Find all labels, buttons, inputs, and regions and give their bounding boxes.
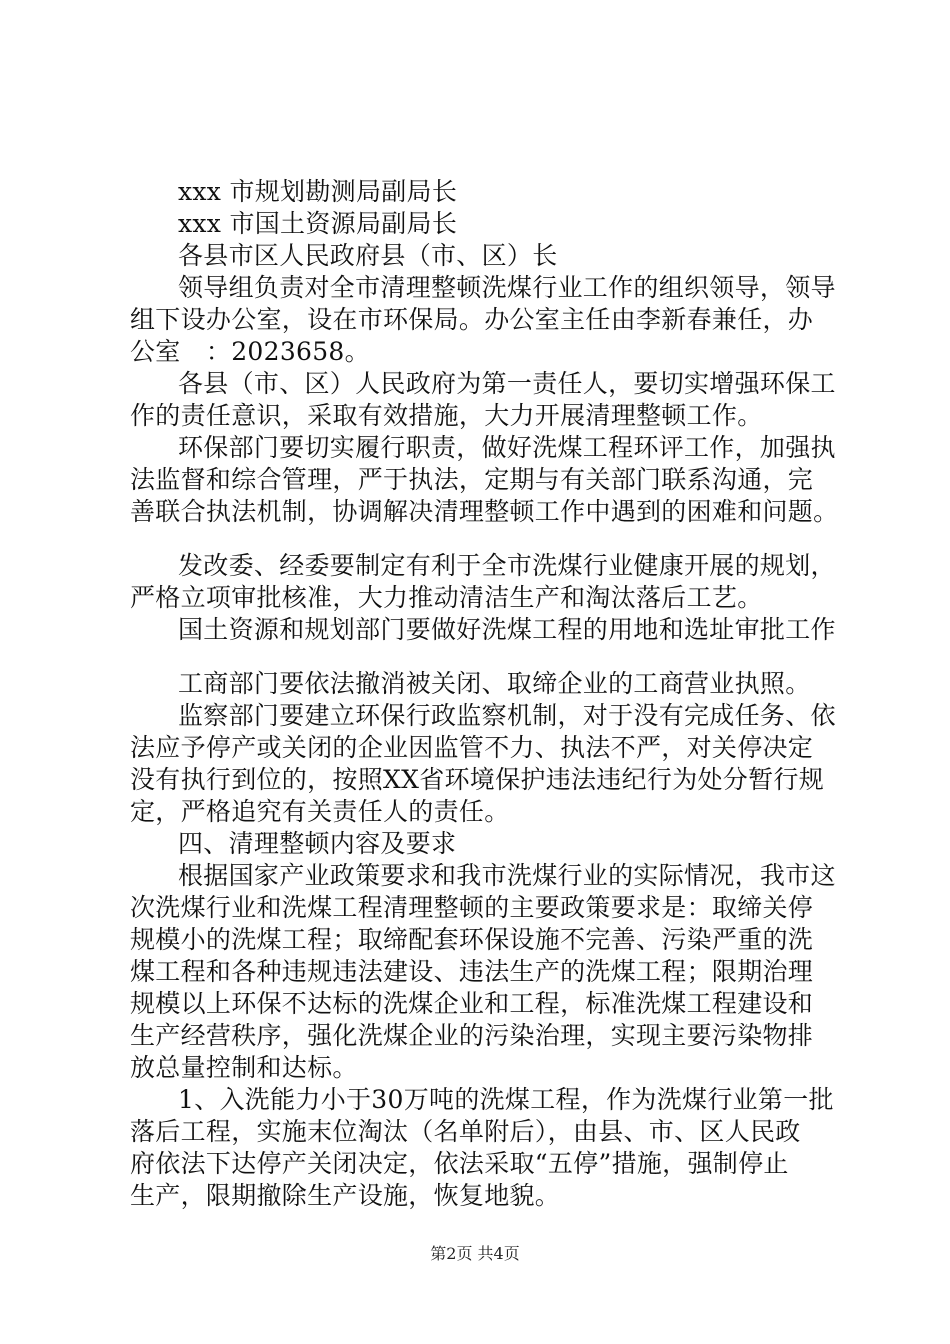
body-line: 生产经营秩序，强化洗煤企业的污染治理，实现主要污染物排 [130,1021,814,1050]
body-line: 规模以上环保不达标的洗煤企业和工程，标准洗煤工程建设和 [130,989,814,1018]
body-line: 组下设办公室，设在市环保局。办公室主任由李新春兼任，办 [130,305,814,334]
body-line: 煤工程和各种违规违法建设、违法生产的洗煤工程；限期治理 [130,957,814,986]
body-line: xxx 市国土资源局副局长 [178,209,458,238]
body-line: 各县市区人民政府县（市、区）长 [178,241,558,270]
body-line: 根据国家产业政策要求和我市洗煤行业的实际情况，我市这 [178,861,836,890]
body-line: 监察部门要建立环保行政监察机制，对于没有完成任务、依 [178,701,836,730]
body-line: 规模小的洗煤工程；取缔配套环保设施不完善、污染严重的洗 [130,925,814,954]
body-line: 各县（市、区）人民政府为第一责任人，要切实增强环保工 [178,369,836,398]
body-line: 善联合执法机制，协调解决清理整顿工作中遇到的困难和问题。 [130,497,839,526]
body-line: 放总量控制和达标。 [130,1053,358,1082]
body-line: 领导组负责对全市清理整顿洗煤行业工作的组织领导，领导 [178,273,836,302]
body-line: 严格立项审批核准，大力推动清洁生产和淘汰落后工艺。 [130,583,763,612]
body-line: 法应予停产或关闭的企业因监管不力、执法不严，对关停决定 [130,733,814,762]
body-line: 次洗煤行业和洗煤工程清理整顿的主要政策要求是：取缔关停 [130,893,814,922]
body-line: 作的责任意识，采取有效措施，大力开展清理整顿工作。 [130,401,763,430]
body-line: 国土资源和规划部门要做好洗煤工程的用地和选址审批工作 [178,615,836,644]
body-line: 公室 ：2023658。 [130,337,370,366]
body-line: 1、入洗能力小于30万吨的洗煤工程，作为洗煤行业第一批 [178,1085,834,1114]
body-line: 府依法下达停产关闭决定，依法采取“五停”措施，强制停止 [130,1149,789,1178]
body-line: 发改委、经委要制定有利于全市洗煤行业健康开展的规划， [178,551,836,580]
body-line: 落后工程，实施末位淘汰（名单附后），由县、市、区人民政 [130,1117,801,1146]
body-line: 没有执行到位的，按照XX省环境保护违法违纪行为处分暂行规 [130,765,824,794]
section-heading: 四、清理整顿内容及要求 [178,829,457,858]
body-line: 工商部门要依法撤消被关闭、取缔企业的工商营业执照。 [178,669,811,698]
body-line: 法监督和综合管理，严于执法，定期与有关部门联系沟通，完 [130,465,814,494]
body-line: 环保部门要切实履行职责，做好洗煤工程环评工作，加强执 [178,433,836,462]
body-line: xxx 市规划勘测局副局长 [178,177,458,206]
page-number-footer: 第2页 共4页 [430,1244,520,1263]
body-line: 生产，限期撤除生产设施，恢复地貌。 [130,1181,561,1210]
body-line: 定，严格追究有关责任人的责任。 [130,797,510,826]
